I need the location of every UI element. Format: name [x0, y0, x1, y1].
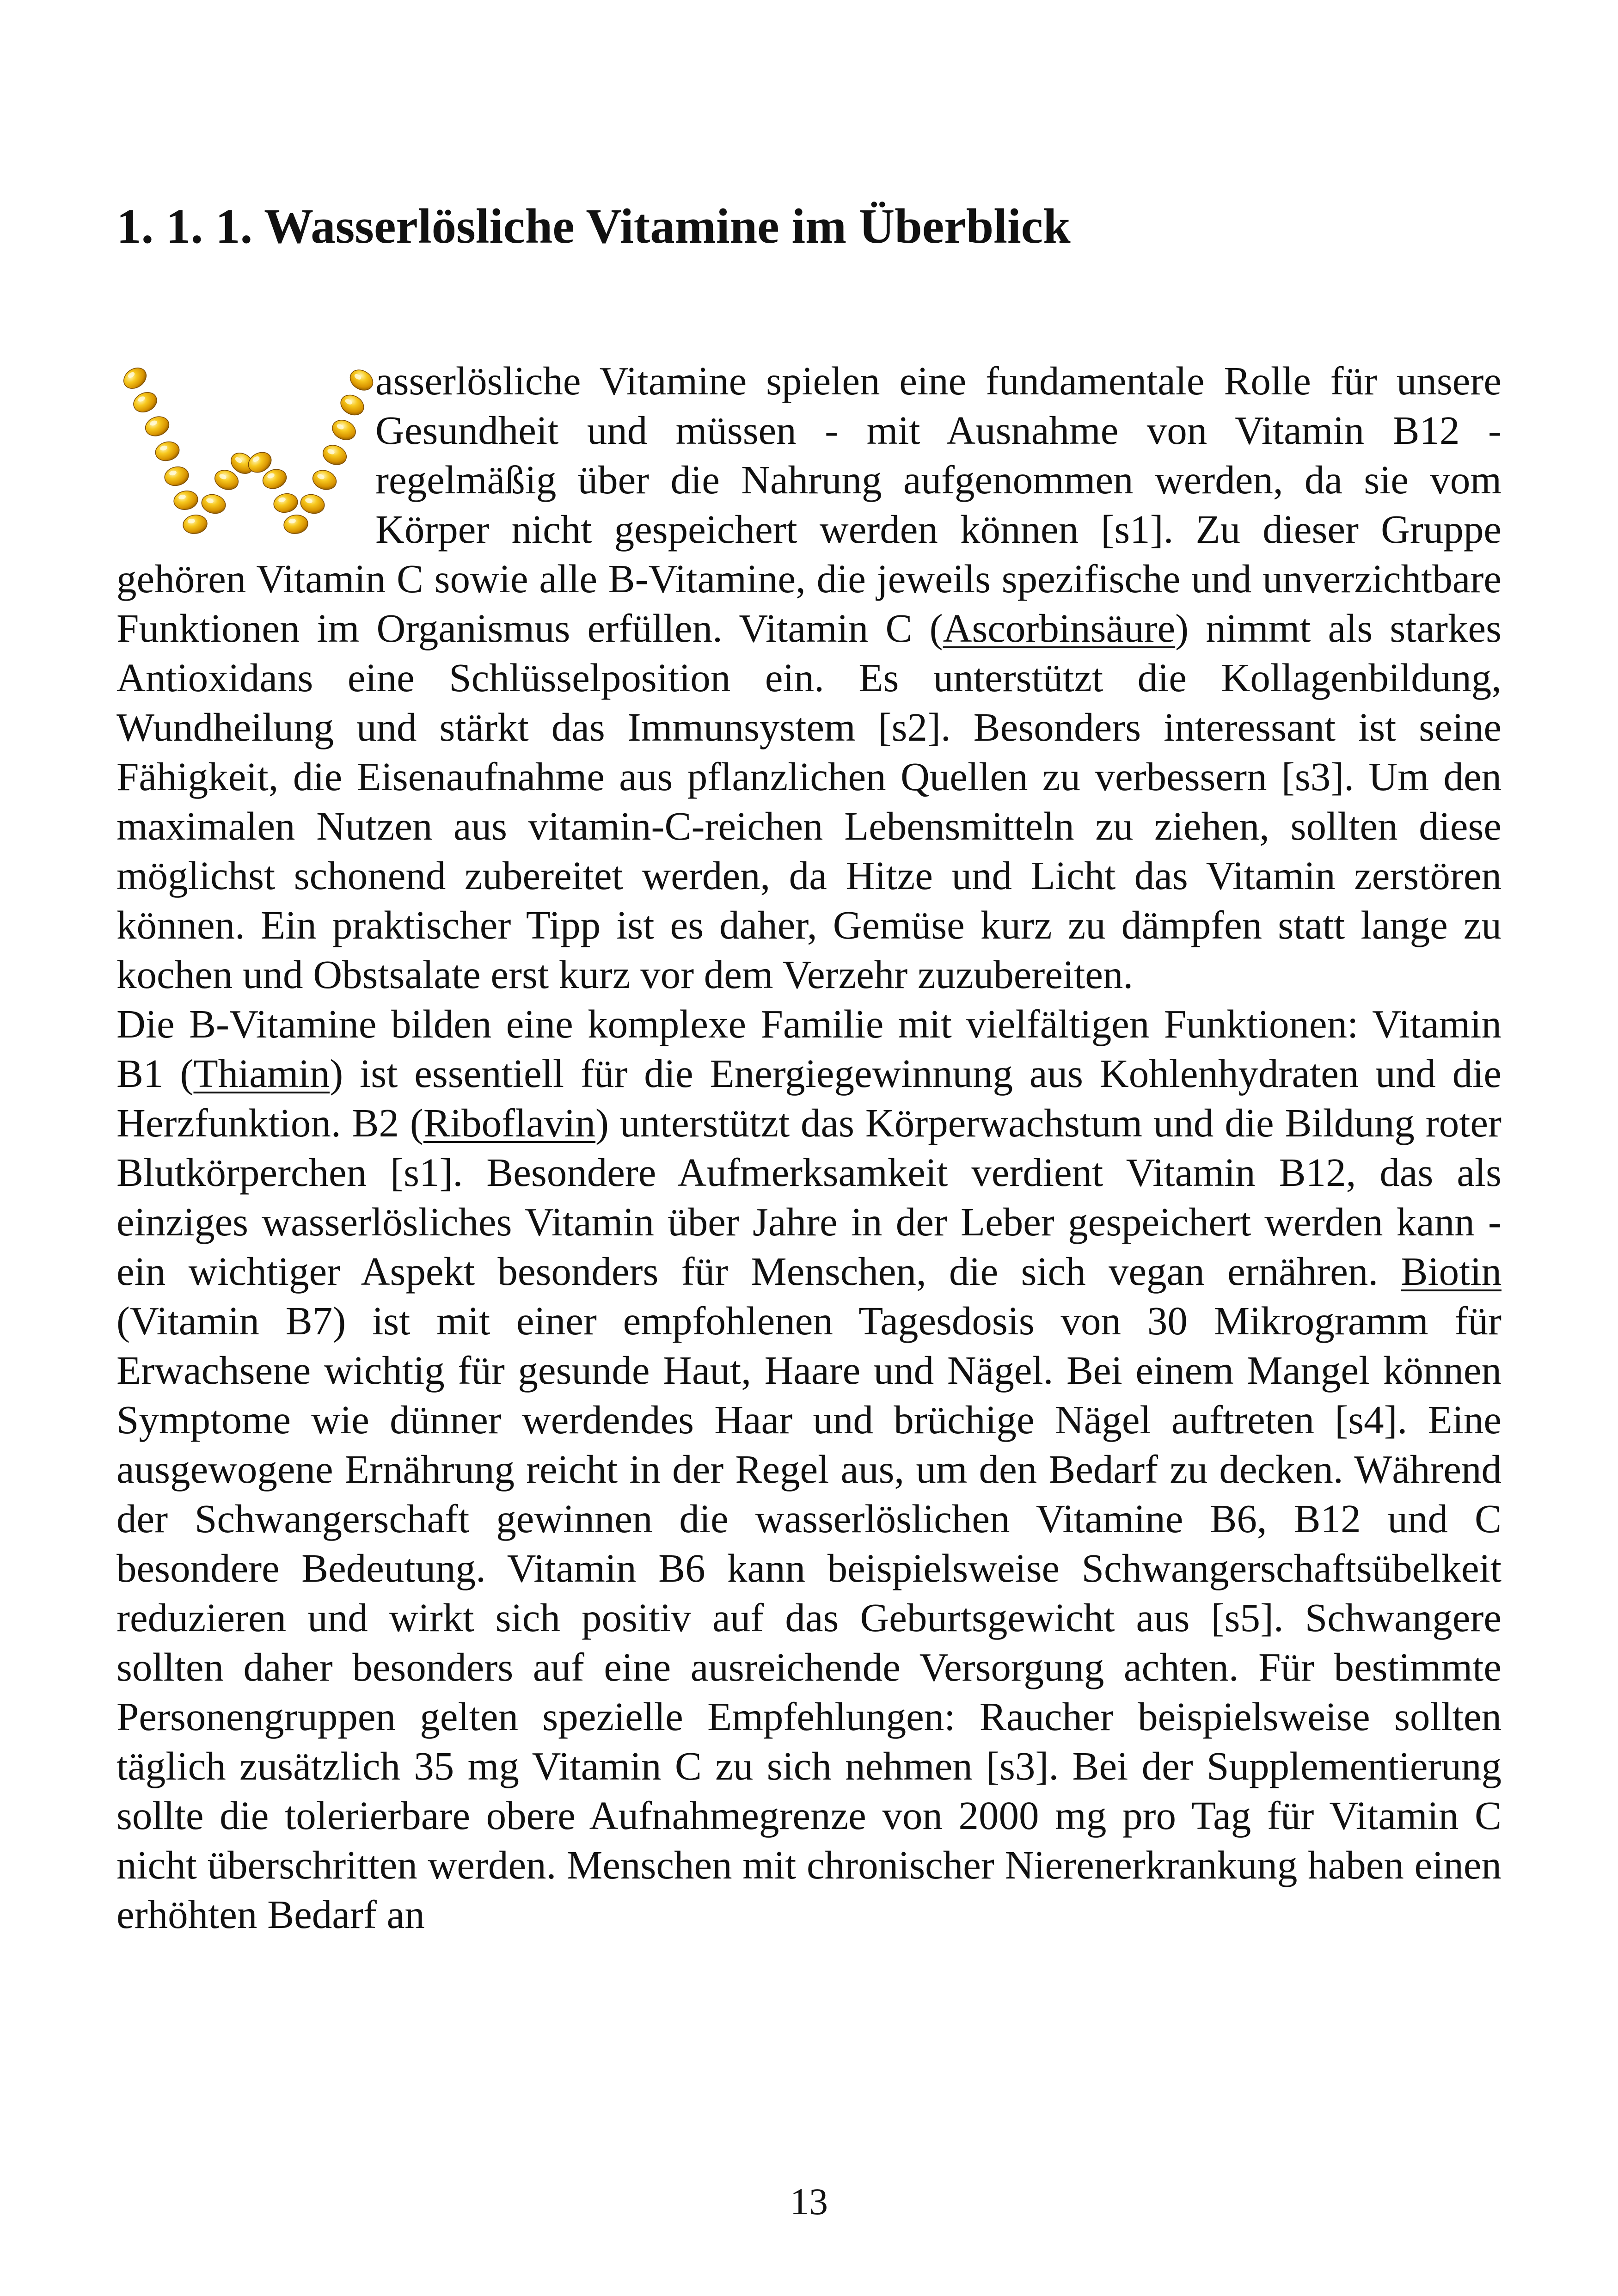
capsule-17	[320, 442, 349, 468]
link-thiamin[interactable]: Thiamin	[193, 1051, 330, 1096]
capsule-19	[337, 391, 368, 419]
capsule-13	[272, 491, 299, 515]
capsule-3	[143, 413, 172, 439]
paragraph-2: Die B-Vitamine bilden eine komplexe Familie mit vielfältigen Funktionen: Vitamin B1 (Thiamin) ist essentiell für die Energiegewinnung aus Kohlenhydraten und die Herzfunktion. B2 (Riboflavin) unterstützt das Körperwachstum und die Bildung roter Blutkörperchen [s1]. Besondere Aufmerksamkeit verdient Vitamin B12, das als einziges wasserlösliches Vitamin über Jahre in der Leber gespeichert werden kann - ein wichtiger Aspekt besonders für Menschen, die sich vegan ernähren. Biotin (Vitamin B7) ist mit einer empfohlenen Tagesdosis von 30 Mikrogramm für Erwachsene wichtig für gesunde Haut, Haare und Nägel. Bei einem Mangel können Symptome wie dünner werdendes Haar und brüchige Nägel auftreten [s4]. Eine ausgewogene Ernährung reicht in der Regel aus, um den Bedarf zu decken. Während der Schwangerschaft gewinnen die wasserlöslichen Vitamine B6, B12 und C besondere Bedeutung. Vitamin B6 kann beispielsweise Schwangerschaftsübelkeit reduzieren und wirkt sich positiv auf das Geburtsgewicht aus [s5]. Schwangere sollten daher besonders auf eine ausreichende Versorgung achten. Für bestimmte Personengruppen gelten spezielle Empfehlungen: Raucher beispielsweise sollten täglich zusätzlich 35 mg Vitamin C zu sich nehmen [s3]. Bei der Supplementierung sollte die tolerierbare obere Aufnahmegrenze von 2000 mg pro Tag für Vitamin C nicht überschritten werden. Menschen mit chronischer Nierenerkrankung haben einen erhöhten Bedarf an	[116, 1001, 1502, 1937]
section-heading: 1. 1. 1. Wasserlösliche Vitamine im Überblick	[116, 199, 1071, 254]
capsule-8	[200, 492, 228, 516]
link-riboflavin[interactable]: Riboflavin	[423, 1100, 596, 1145]
paragraph-1: asserlösliche Vitamine spielen eine fundamentale Rolle für unsere Gesundheit und müssen - mit Ausnahme von Vitamin B12 - regelmäßig über die Nahrung aufgenommen werden, da sie vom Körper nicht gespeichert werden können [s1]. Zu dieser Gruppe gehören Vitamin C sowie alle B-Vitamine, die jeweils spezifische und unverzichtbare Funktionen im Organismus erfüllen. Vitamin C (Ascorbinsäure) nimmt als starkes Antioxidans eine Schlüsselposition ein. Es unterstützt die Kollagenbildung, Wundheilung und stärkt das Immunsystem [s2]. Besonders interessant ist seine Fähigkeit, die Eisenaufnahme aus pflanzlichen Quellen zu verbessern [s3]. Um den maximalen Nutzen aus vitamin-C-reichen Lebensmitteln zu ziehen, sollten diese möglichst schonend zubereitet werden, da Hitze und Licht das Vitamin zerstören können. Ein praktischer Tipp ist es daher, Gemüse kurz zu dämpfen statt lange zu kochen und Obstsalate erst kurz vor dem Verzehr zuzubereiten.	[116, 358, 1502, 997]
capsule-5	[163, 465, 190, 488]
capsule-18	[329, 417, 359, 443]
capsule-4	[153, 439, 182, 463]
capsule-letter-w-icon	[116, 361, 375, 546]
capsule-6	[172, 489, 199, 511]
capsule-15	[299, 492, 327, 516]
body-text	[116, 356, 1502, 1939]
link-ascorbinsaeure[interactable]: Ascorbinsäure	[943, 606, 1176, 651]
page-number: 13	[790, 2180, 828, 2222]
capsule-2	[130, 389, 160, 416]
capsule-1	[120, 364, 150, 393]
capsule-16	[310, 467, 339, 492]
link-biotin[interactable]: Biotin	[1401, 1249, 1502, 1294]
capsule-14	[282, 514, 309, 535]
capsule-7	[182, 514, 208, 535]
capsule-20	[346, 366, 375, 394]
